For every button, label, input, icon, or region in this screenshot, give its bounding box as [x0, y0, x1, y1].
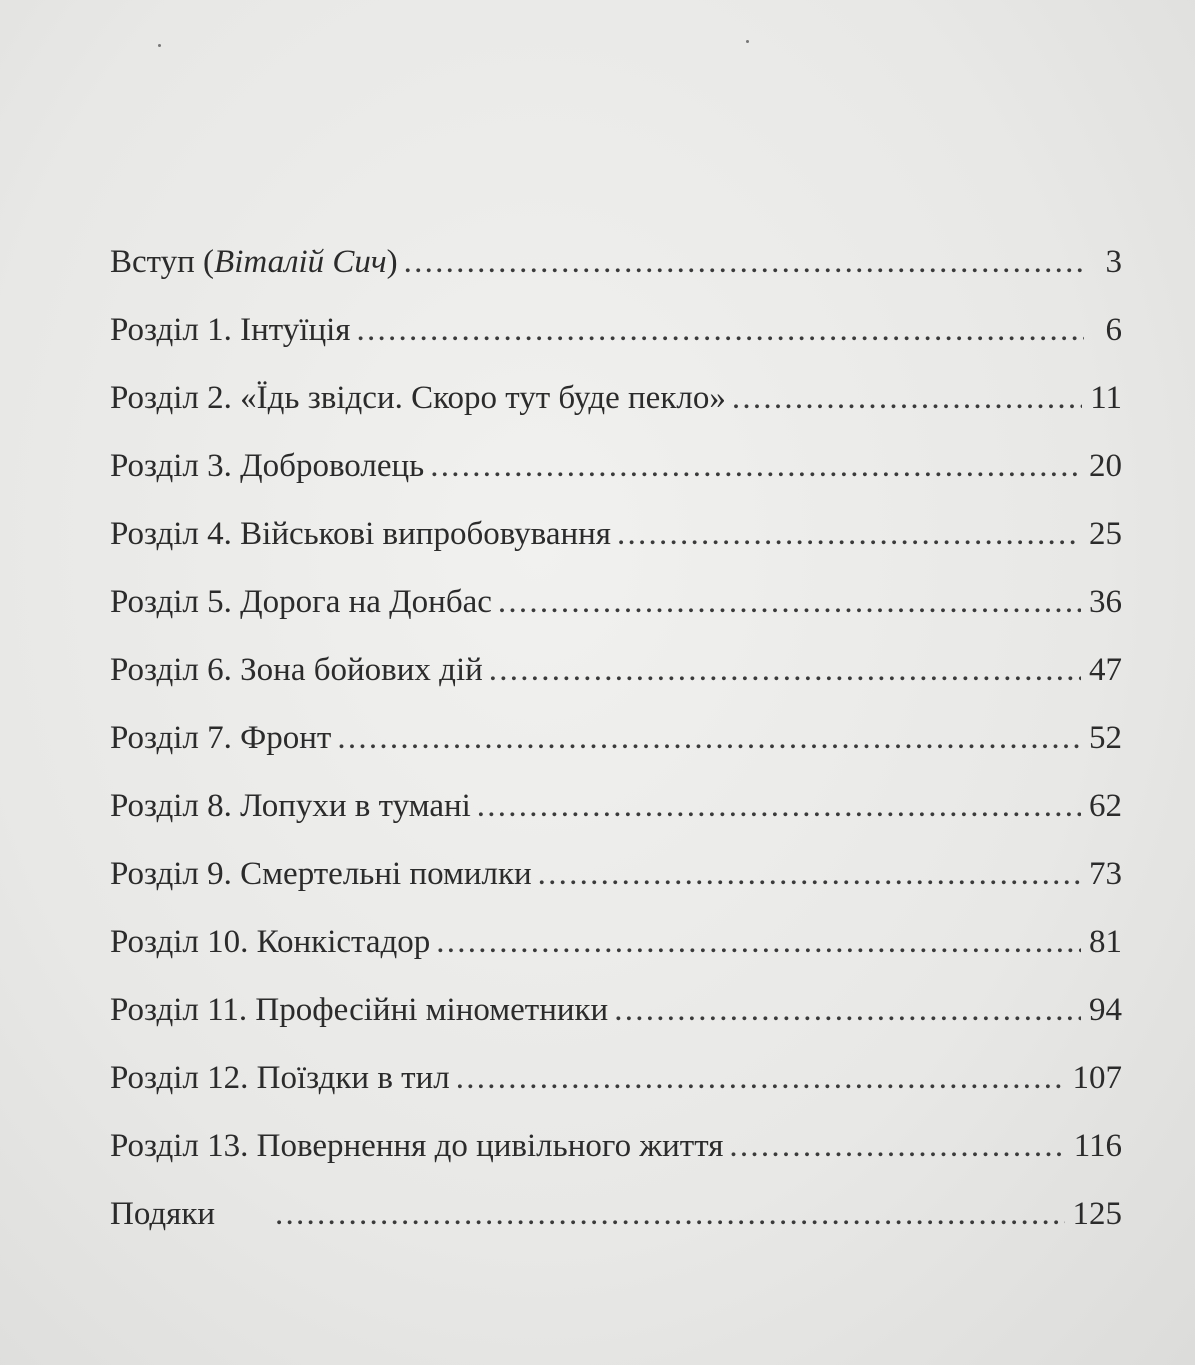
toc-entry-title: Вступ (Віталій Сич): [110, 244, 398, 280]
toc-entry-author: Віталій Сич: [214, 244, 387, 280]
dot-leader: [404, 228, 1084, 296]
toc-entry-chapter-8: [110, 772, 1122, 840]
toc-entry-page: 3: [1105, 244, 1122, 280]
dot-leader: [729, 1112, 1065, 1180]
table-of-contents: [110, 228, 1122, 1248]
toc-entry-page: 81: [1089, 924, 1122, 960]
dot-leader: [337, 704, 1081, 772]
toc-entry-page: 36: [1089, 584, 1122, 620]
toc-entry-title: Розділ 5. Дорога на Донбас: [110, 584, 492, 620]
toc-entry-page: 62: [1089, 788, 1122, 824]
toc-entry-title: Розділ 1. Інтуїція: [110, 312, 351, 348]
toc-entry-chapter-5: [110, 568, 1122, 636]
toc-entry-page: 6: [1105, 312, 1122, 348]
toc-entry-title: Розділ 2. «Їдь звідси. Скоро тут буде пекло»: [110, 380, 726, 416]
toc-entry-intro: [110, 228, 1122, 296]
toc-entry-chapter-4: [110, 500, 1122, 568]
toc-entry-title: Розділ 11. Професійні мінометники: [110, 992, 609, 1028]
toc-entry-chapter-13: [110, 1112, 1122, 1180]
toc-entry-title: Розділ 10. Конкістадор: [110, 924, 431, 960]
dot-leader: [489, 636, 1081, 704]
paper-speck: [746, 40, 749, 43]
toc-entry-chapter-6: [110, 636, 1122, 704]
toc-entry-page: 11: [1090, 380, 1122, 416]
dot-leader: [538, 840, 1081, 908]
toc-entry-chapter-12: [110, 1044, 1122, 1112]
toc-entry-title: Розділ 4. Військові випробовування: [110, 516, 611, 552]
dot-leader: [456, 1044, 1065, 1112]
toc-entry-page: 73: [1089, 856, 1122, 892]
toc-entry-acknowledgements: [110, 1180, 1122, 1248]
toc-entry-chapter-2: [110, 364, 1122, 432]
toc-entry-title: Подяки: [110, 1196, 216, 1232]
toc-entry-title: Розділ 6. Зона бойових дій: [110, 652, 483, 688]
dot-leader: [617, 500, 1081, 568]
dot-leader: [732, 364, 1082, 432]
toc-entry-title: Розділ 13. Повернення до цивільного життя: [110, 1128, 724, 1164]
toc-entry-page: 94: [1089, 992, 1122, 1028]
toc-entry-page: 107: [1072, 1060, 1122, 1096]
toc-entry-page: 52: [1089, 720, 1122, 756]
toc-entry-title: Розділ 8. Лопухи в тумані: [110, 788, 471, 824]
toc-entry-title: Розділ 7. Фронт: [110, 720, 332, 756]
dot-leader: [498, 568, 1081, 636]
toc-entry-page: 25: [1089, 516, 1122, 552]
toc-entry-chapter-1: [110, 296, 1122, 364]
dot-leader: [275, 1180, 1064, 1248]
toc-entry-page: 47: [1089, 652, 1122, 688]
toc-entry-chapter-10: [110, 908, 1122, 976]
dot-leader: [614, 976, 1081, 1044]
dot-leader: [477, 772, 1081, 840]
toc-entry-title: Розділ 9. Смертельні помилки: [110, 856, 532, 892]
toc-entry-chapter-9: [110, 840, 1122, 908]
paper-speck: [158, 44, 161, 47]
dot-leader: [356, 296, 1084, 364]
toc-entry-chapter-3: [110, 432, 1122, 500]
toc-entry-chapter-7: [110, 704, 1122, 772]
toc-entry-page: 20: [1089, 448, 1122, 484]
dot-leader: [436, 908, 1081, 976]
toc-entry-page: 125: [1072, 1196, 1122, 1232]
toc-entry-chapter-11: [110, 976, 1122, 1044]
dot-leader: [430, 432, 1081, 500]
toc-entry-title: Розділ 3. Доброволець: [110, 448, 425, 484]
toc-entry-title: Розділ 12. Поїздки в тил: [110, 1060, 450, 1096]
toc-entry-page: 116: [1073, 1128, 1122, 1164]
